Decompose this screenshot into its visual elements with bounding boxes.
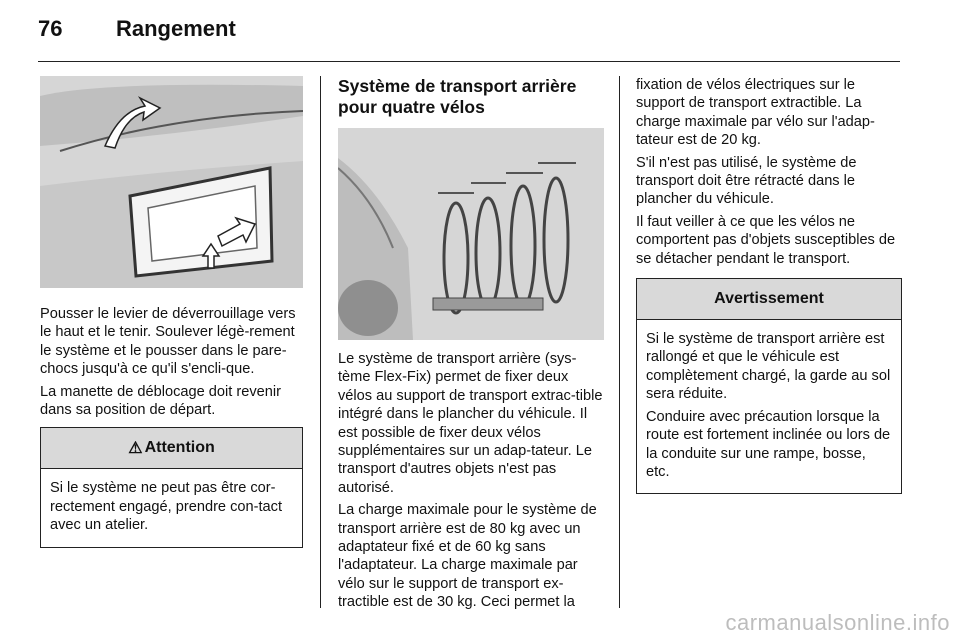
paragraph: fixation de vélos électriques sur le support de transport extractible. La charge maximale par vélo sur l'adap-tateur est de 20 kg. [636,77,875,149]
notice-header [41,428,302,469]
paragraph: Le système de transport arrière (sys-tème Flex-Fix) permet de fixer deux vélos au support de transport extrac-tible intégré dans le plancher du véhicule. Il est possible de fixer deux vélos supplémentaires sur un adap-tateur. Le transport d'autres objets n'est pas autorisé. [338,351,603,496]
paragraph: La manette de déblocage doit revenir dans sa position de départ. [40,383,281,419]
section-heading: Système de transport arrière pour quatre vélos [338,76,577,117]
header-rule [38,61,900,62]
column-divider-1 [320,76,321,608]
page-title: Rangement [116,16,236,41]
column-3 [636,76,902,494]
notice-text: Si le système de transport arrière est rallongé et que le véhicule est complètement chargé, la garde au sol sera réduite. [646,331,891,403]
notice-title: Avertissement [714,290,824,308]
notice-text: Si le système ne peut pas être cor-rectement engagé, prendre con-tact avec un atelier. [50,480,283,534]
column-divider-2 [619,76,620,608]
column-1 [40,76,303,548]
illustration-bumper-carrier [40,76,303,288]
page-number: 76 [38,16,63,41]
notice-text: Conduire avec précaution lorsque la route est fortement inclinée ou lors de la conduite sur une rampe, bosse, etc. [646,408,891,480]
paragraph: La charge maximale pour le système de transport arrière est de 80 kg avec un adaptateur fixé et de 60 kg sans l'adaptateur. La charge maximale par vélo sur le support de transport ex-tractible est de 30 kg. Ceci permet la [338,502,597,611]
paragraph: Pousser le levier de déverrouillage vers le haut et le tenir. Soulever légè-rement le système et le pousser dans le pare-chocs jusqu'à ce qu'il s'encli-que. [40,306,296,378]
paragraph: Il faut veiller à ce que les vélos ne comportent pas d'objets susceptibles de se détacher pendant le transport. [636,213,896,267]
paragraph: S'il n'est pas utilisé, le système de transport doit être rétracté dans le plancher du véhicule. [636,154,857,208]
warning-triangle-icon: ⚠ [128,440,143,458]
attention-notice [40,427,303,547]
warning-notice [636,278,902,494]
notice-title: Attention [144,439,215,457]
column-2 [338,76,604,616]
watermark: carmanualsonline.info [725,610,950,635]
illustration-bike-carrier [338,128,604,340]
notice-header [637,279,901,320]
